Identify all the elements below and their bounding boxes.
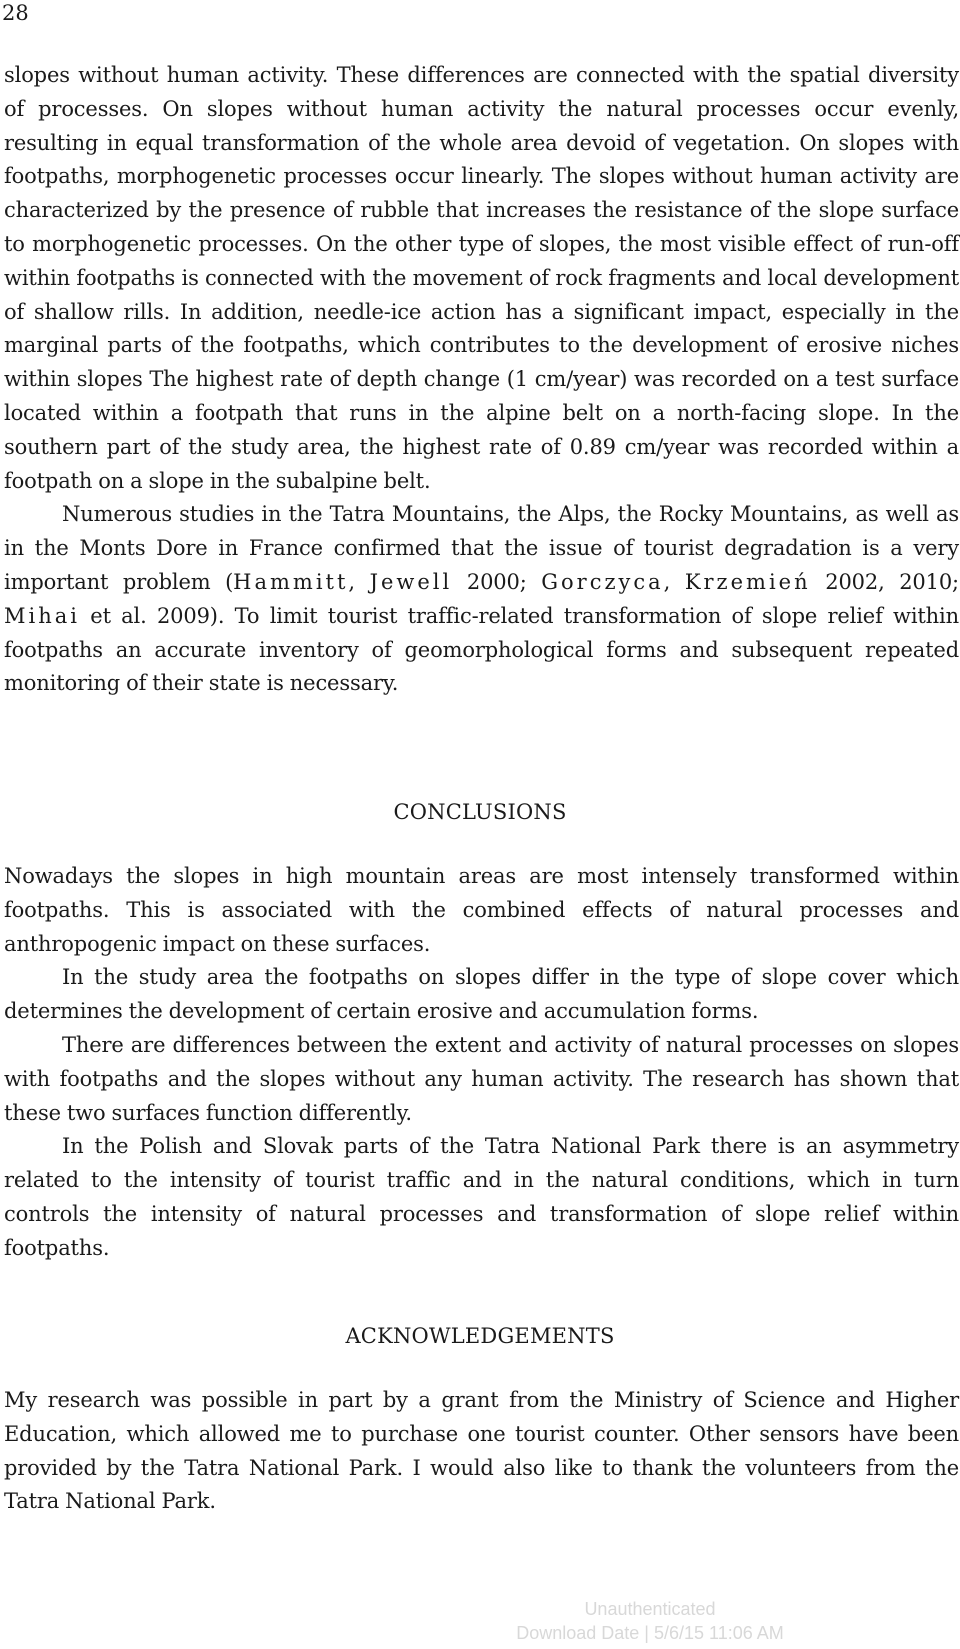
conclusions-heading: CONCLUSIONS [393, 800, 567, 824]
intro-text-block [4, 59, 959, 701]
acknowledgements-heading: ACKNOWLEDGEMENTS [345, 1324, 615, 1348]
acknowledgements-text-block [4, 1384, 959, 1519]
citation-year: et al. 2009). [79, 603, 235, 628]
conclusions-text-block [4, 860, 959, 1266]
page-number: 28 [2, 1, 29, 25]
intro-paragraph: slopes without human activity. These differences are connected with the spatial diversity of processes. On slopes without human activity the natural processes occur evenly, resulting in equal transformation of the whole area devoid of vegetation. On slopes with footpaths, morphogenetic processes occur linearly. The slopes without human activity are characterized by the presence of rubble that increases the resistance of the slope surface to morphogenetic processes. On the other type of slopes, the most visible effect of run-off within footpaths is connected with the movement of rock fragments and local development of shallow rills. In addition, needle-ice action has a significant impact, especially in the marginal parts of the footpaths, which contributes to the development of erosive niches within slopes The highest rate of depth change (1 cm/year) was recorded on a test surface located within a footpath that runs in the alpine belt on a north-facing slope. In the southern part of the study area, the highest rate of 0.89 cm/year was recorded within a footpath on a slope in the subalpine belt. [4, 63, 959, 493]
citation-author: Jewell [369, 569, 453, 594]
citation-lead-text: Numerous studies in the Tatra Mountains, the Alps, the Rocky Mountains, as well as in the Monts Dore in France confirmed that the issue of tourist degradation is a very important problem ( [4, 502, 959, 594]
citation-year: 2000; [452, 569, 542, 594]
watermark-unauthenticated: Unauthenticated [584, 1599, 716, 1619]
citation-author: Gorczyca [541, 569, 664, 594]
citation-paragraph [4, 498, 959, 701]
citation-trailing-text: To limit tourist traffic-related transformation of slope relief within footpaths an accurate inventory of geomorphological forms and subsequent repeated monitoring of their state is necessary. [4, 603, 959, 696]
acknowledgements-paragraph: My research was possible in part by a grant from the Ministry of Science and Higher Education, which allowed me to purchase one tourist counter. Other sensors have been provided by the Tatra National Park. I would also like to thank the volunteers from the Tatra National Park. [4, 1388, 959, 1514]
watermark-download-date: Download Date | 5/6/15 11:06 AM [516, 1623, 784, 1643]
citation-author: Mihai [4, 603, 80, 628]
citation-separator: , [348, 569, 370, 594]
citation-separator: , [663, 569, 685, 594]
conclusions-paragraph: Nowadays the slopes in high mountain areas are most intensely transformed within footpaths. This is associated with the combined effects of natural processes and anthropogenic impact on these surfaces. [4, 864, 959, 956]
conclusions-paragraph: There are differences between the extent and activity of natural processes on slopes with footpaths and the slopes without any human activity. The research has shown that these two surfaces function differently. [4, 1032, 959, 1125]
conclusions-paragraph: In the Polish and Slovak parts of the Tatra National Park there is an asymmetry related to the intensity of tourist traffic and in the natural conditions, which in turn controls the intensity of natural processes and transformation of slope relief within footpaths. [4, 1134, 959, 1260]
conclusions-paragraph: In the study area the footpaths on slopes differ in the type of slope cover which determines the development of certain erosive and accumulation forms. [4, 965, 959, 1024]
citation-author: Krzemień [684, 569, 811, 594]
citation-year: 2002, 2010; [810, 569, 959, 594]
citation-author: Hammitt [233, 569, 349, 594]
